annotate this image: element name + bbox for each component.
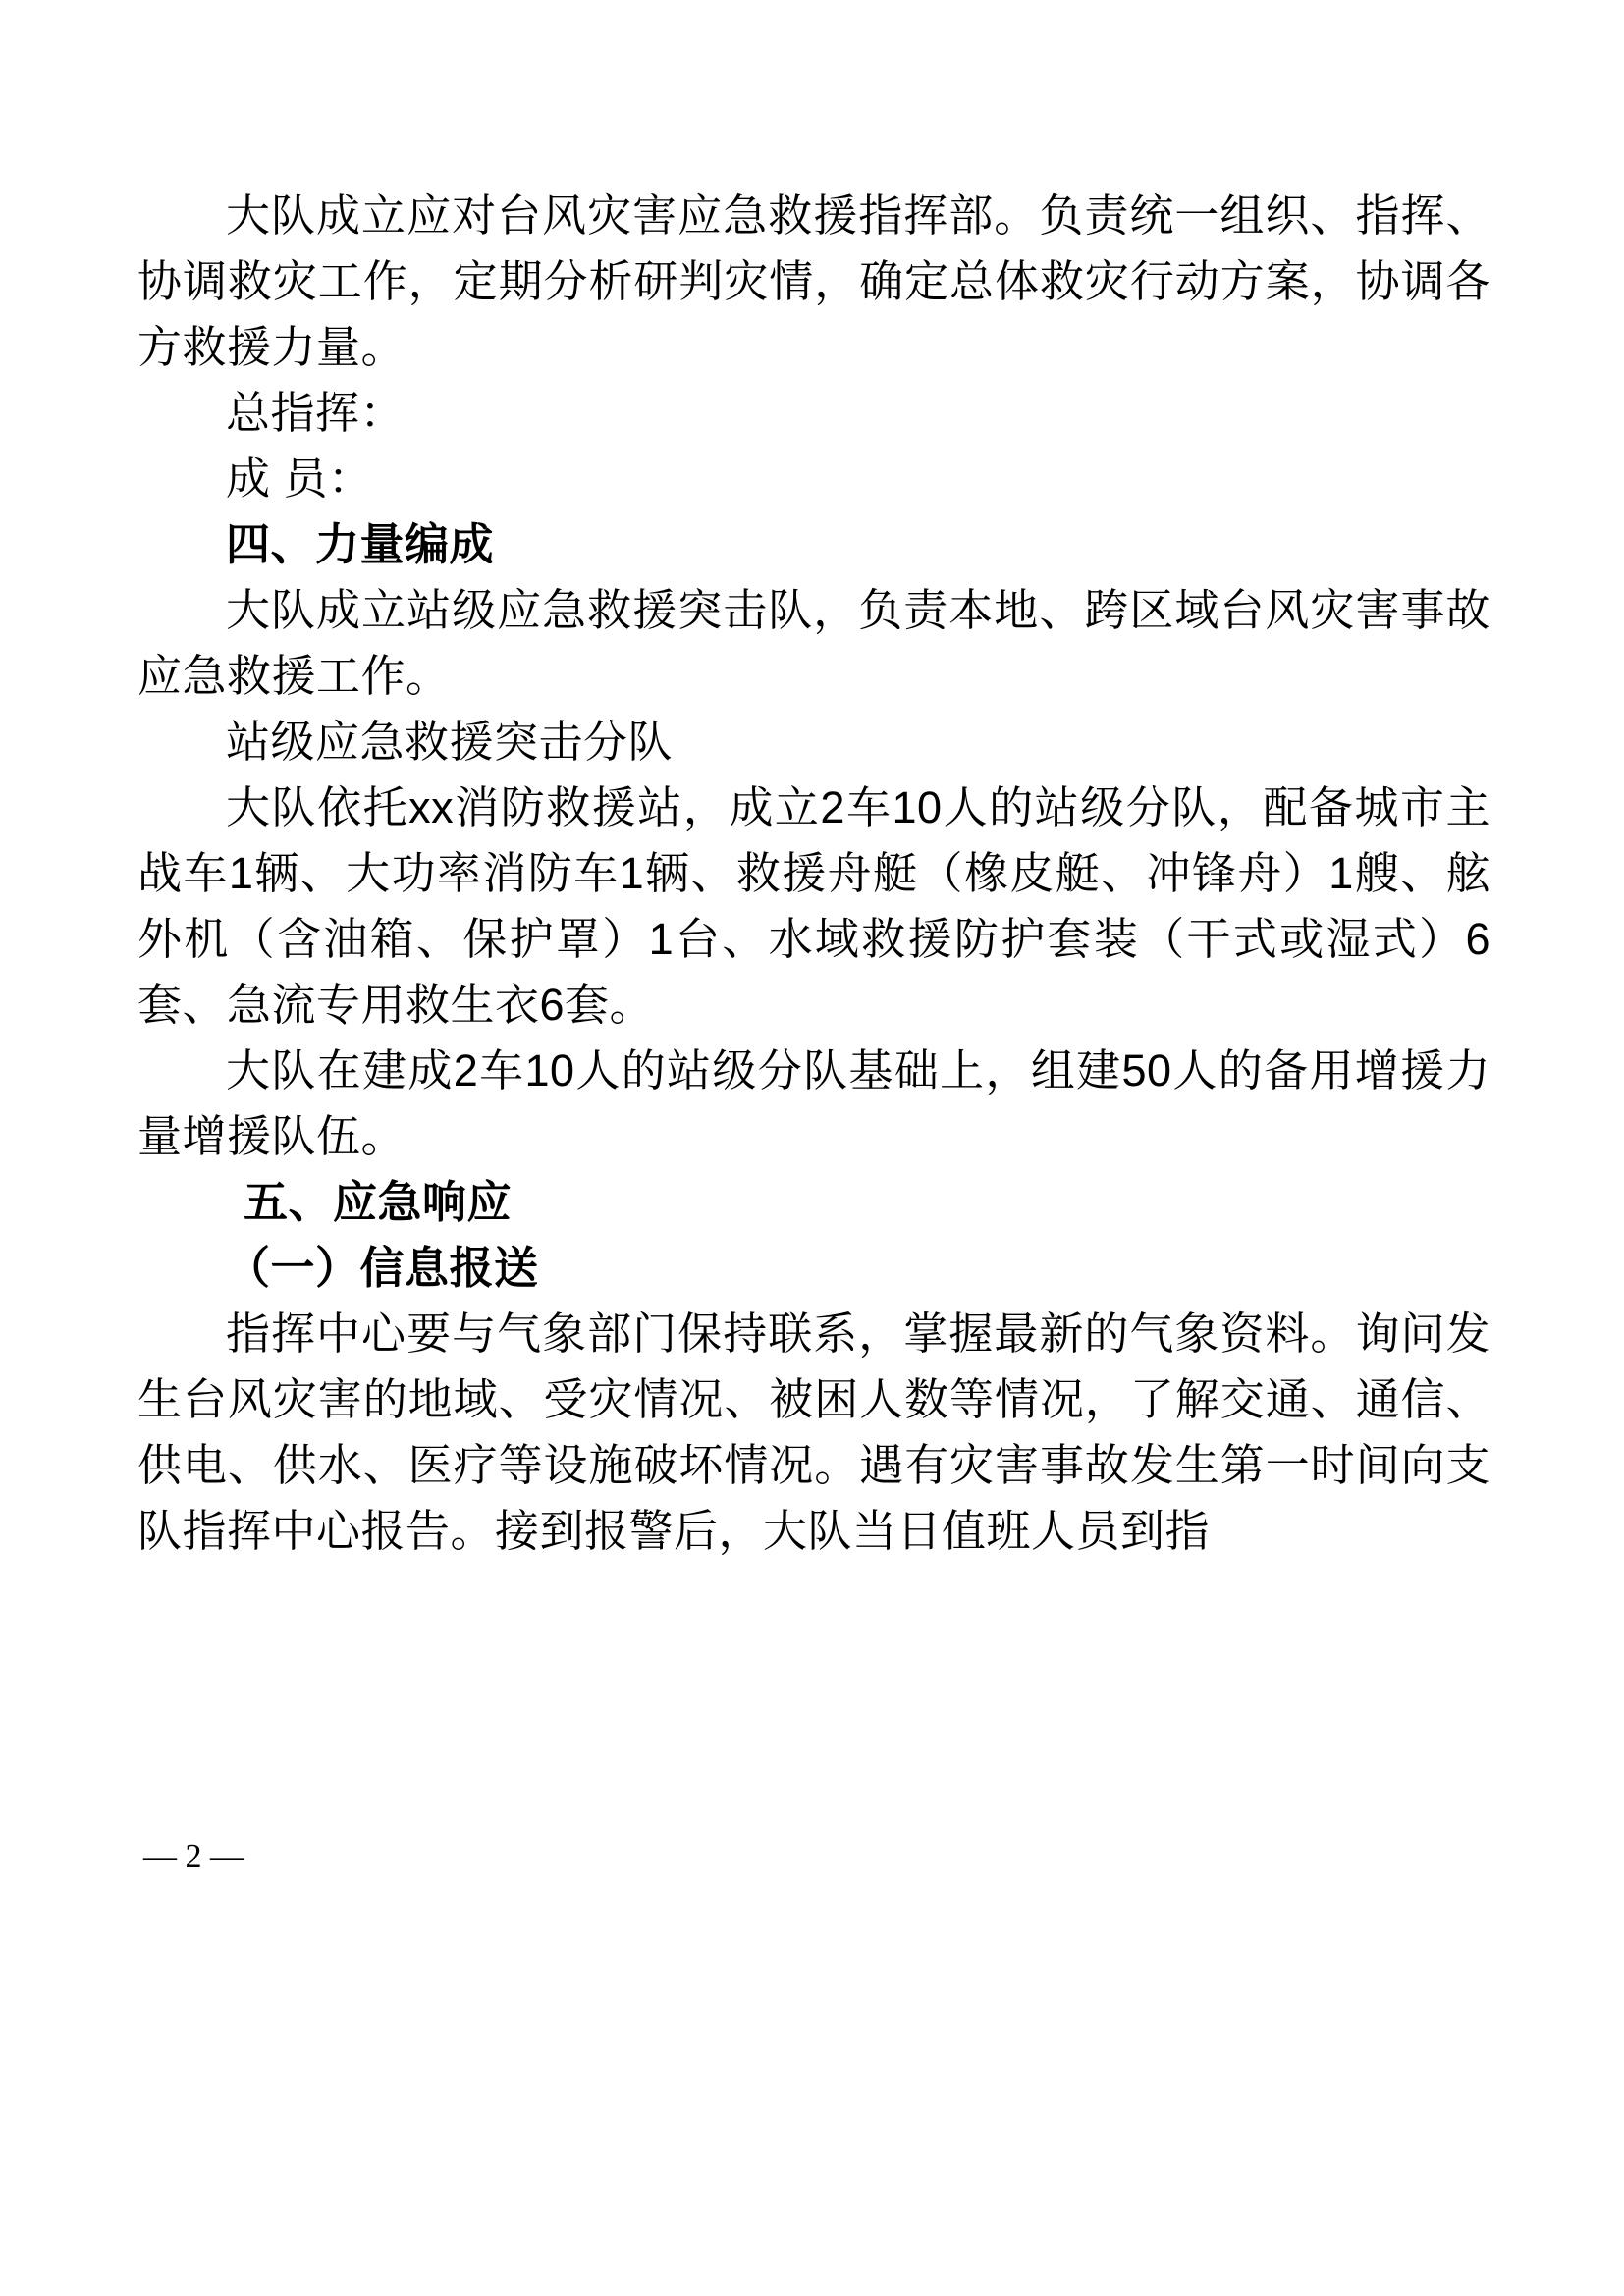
document-body <box>137 183 1490 1564</box>
paragraph-reserve-force: 大队在建成2车10人的站级分队基础上，组建50人的备用增援力量增援队伍。 <box>137 1045 1490 1161</box>
page-number: — 2 — <box>143 1839 244 1875</box>
section-heading-4: 四、力量编成 <box>226 519 495 569</box>
paragraph-info-reporting: 指挥中心要与气象部门保持联系，掌握最新的气象资料。询问发生台风灾害的地域、受灾情况、被困人数等情况，了解交通、通信、供电、供水、医疗等设施破坏情况。遇有灾害事故发生第一时间向支队指挥中心报告。接到报警后，大队当日值班人员到指 <box>137 1308 1490 1556</box>
paragraph-station-squad-title: 站级应急救援突击分队 <box>226 717 674 767</box>
paragraph-equipment: 大队依托xx消防救援站，成立2车10人的站级分队，配备城市主战车1辆、大功率消防车1辆、救援舟艇（橡皮艇、冲锋舟）1艘、舷外机（含油箱、保护罩）1台、水域救援防护套装（干式或湿式）6套、急流专用救生衣6套。 <box>137 782 1490 1030</box>
paragraph-chief-commander: 总指挥： <box>226 388 406 438</box>
paragraph-strike-team: 大队成立站级应急救援突击队，负责本地、跨区域台风灾害事故应急救援工作。 <box>137 585 1490 701</box>
subsection-heading-info-report: （一）信息报送 <box>226 1243 539 1293</box>
paragraph-members: 成 员： <box>226 454 373 504</box>
paragraph-command-post: 大队成立应对台风灾害应急救援指挥部。负责统一组织、指挥、协调救灾工作，定期分析研判灾情，确定总体救灾行动方案，协调各方救援力量。 <box>137 190 1490 372</box>
section-heading-5: 五、应急响应 <box>244 1177 513 1227</box>
